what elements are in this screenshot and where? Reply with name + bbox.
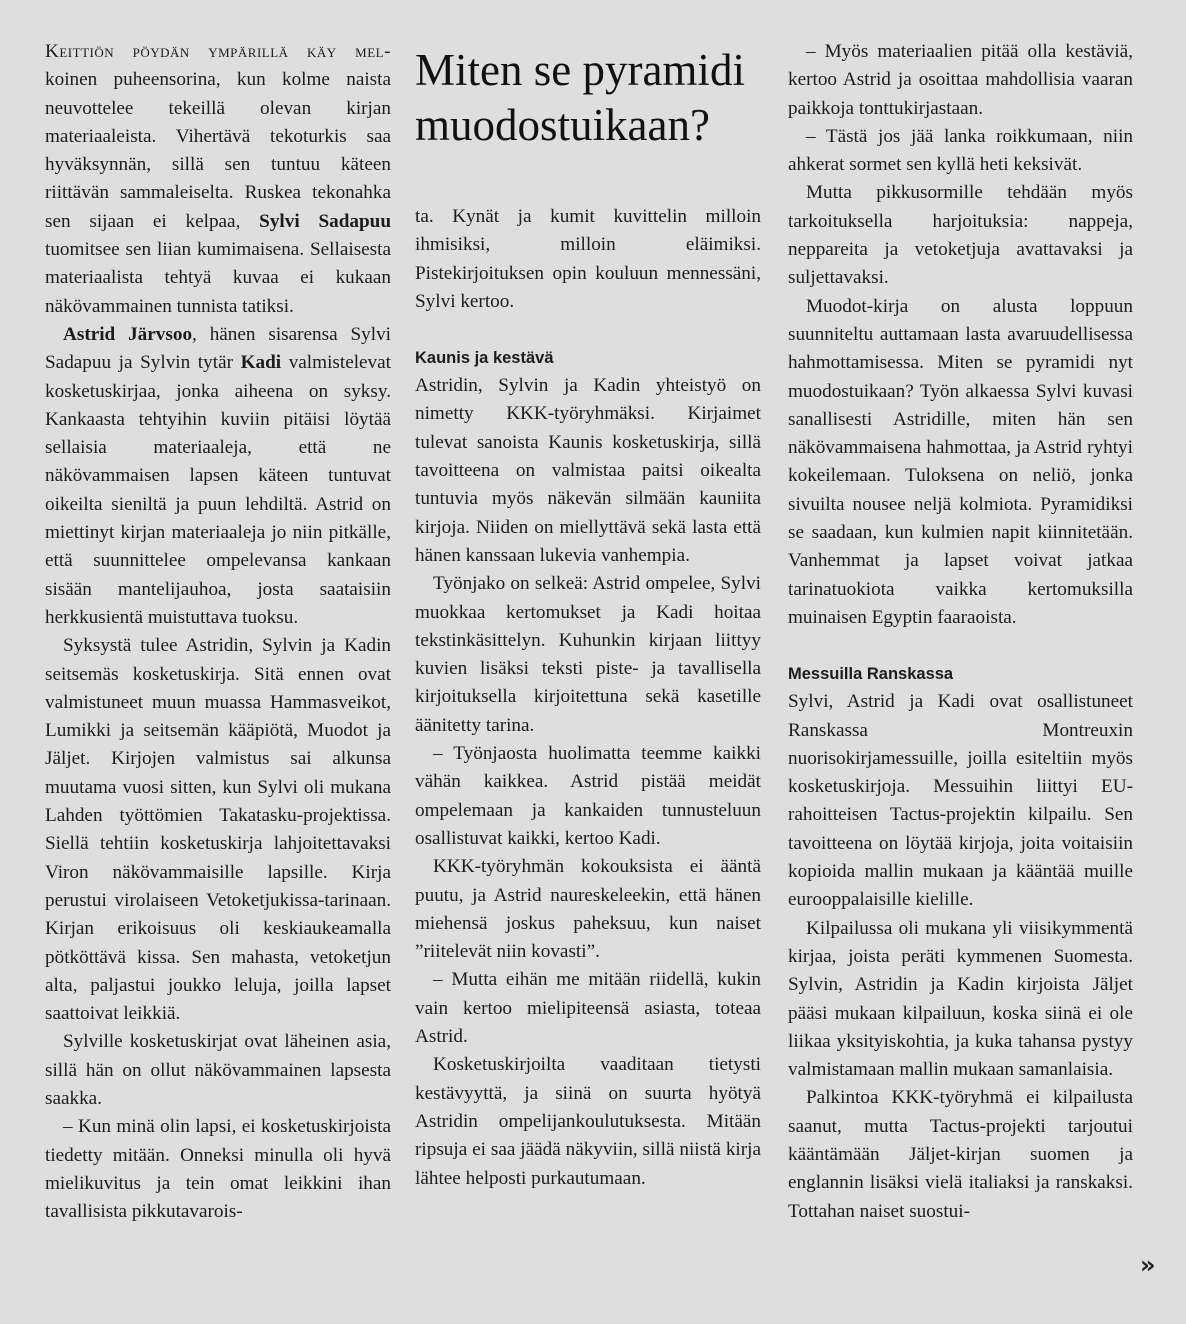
lead-text-end: tuomitsee sen liian kumimaisena. Sellaisesta materiaalista tehtyä kuvaa ei kukaan näkövammainen tunnista tatiksi. xyxy=(45,239,391,317)
paragraph: ta. Kynät ja kumit kuvittelin milloin ihmisiksi, milloin eläimiksi. Pistekirjoituksen opin kouluun mennessäni, Sylvi kertoo. xyxy=(415,206,761,312)
person-name: Kadi xyxy=(240,352,282,374)
paragraph: Astridin, Sylvin ja Kadin yhteistyö on nimetty KKK-työryhmäksi. Kirjaimet tulevat sanoista Kaunis kosketuskirja, sillä tavoitteena on valmistaa paitsi oikealta tuntuvia myös näkevän silmään kauniita kirjoja. Niiden on miellyttävä sekä lasta että hänen kanssaan lukevia vanhempia. xyxy=(415,375,761,566)
paragraph: Palkintoa KKK-työryhmä ei kilpailusta saanut, mutta Tactus-projekti tarjoutui kääntämään Jäljet-kirjan suomen ja englannin lisäksi vielä italiaksi ja ranskaksi. Tottahan naiset suostui- xyxy=(788,1087,1133,1222)
column-3 xyxy=(788,38,1133,1226)
subheading: Kaunis ja kestävä xyxy=(415,349,554,368)
paragraph xyxy=(45,321,391,632)
person-name: Sylvi Sadapuu xyxy=(259,210,391,232)
paragraph: KKK-työryhmän kokouksista ei ääntä puutu, ja Astrid naureskeleekin, että hänen miehensä joskus paheksuu, kun naiset ”riitelevät niin kovasti”. xyxy=(415,856,761,963)
column-1 xyxy=(45,38,391,1226)
paragraph: – Myös materiaalien pitää olla kestäviä, kertoo Astrid ja osoittaa mahdollisia vaaran paikkoja tonttukirjastaan. xyxy=(788,41,1133,119)
paragraph: – Tästä jos jää lanka roikkumaan, niin ahkerat sormet sen kyllä heti keksivät. xyxy=(788,125,1133,176)
paragraph: Työnjako on selkeä: Astrid ompelee, Sylvi muokkaa kertomukset ja Kadi hoitaa tekstinkäsittelyn. Kuhunkin kirjaan liittyy kuvien lisäksi teksti piste- ja tavallisella kirjoituksella kirjoitettuna sekä kasetille äänitetty tarina. xyxy=(415,573,761,736)
column-2 xyxy=(415,38,761,1193)
continue-arrow-icon: » xyxy=(1140,1251,1156,1279)
paragraph-text: valmistelevat kosketuskirjaa, jonka aiheena on syksy. Kankaasta tehtyihin kuviin pitäisi löytää sellaisia materiaaleja, että ne näkövammaisen lapsen käteen tuntuvat oikeilta sieniltä ja puun lehdiltä. Astrid on miettinyt kirjan materiaaleja jo niin pitkälle, että suunnittelee ompelevansa kankaan sisään mantelijauhoa, josta saataisiin herkkusientä muistuttava tuoksu. xyxy=(45,352,391,628)
paragraph: – Kun minä olin lapsi, ei kosketuskirjoista tiedetty mitään. Onneksi minulla oli hyvä mielikuvitus ja tein omat leikkini ihan tavallisista pikkutavarois- xyxy=(45,1116,391,1223)
paragraph: Syksystä tulee Astridin, Sylvin ja Kadin seitsemäs kosketuskirja. Sitä ennen ovat valmistuneet muun muassa Hammasveikot, Lumikki ja seitsemän kääpiötä, Muodot ja Jäljet. Kirjojen valmistus sai alkunsa muutama vuosi sitten, kun Sylvi oli mukana Lahden työttömien Takatasku-projektissa. Siellä tehtiin kosketuskirja lahjoitettavaksi Viron näkövammaisille lapsille. Kirja perustui virolaiseen Vetoketjukissa-tarinaan. Kirjan erikoisuus oli keskiaukeamalla pötköttävä kissa. Sen mahasta, vetoketjun alta, paljastui joukko leluja, joilla lapset saattoivat leikkiä. xyxy=(45,635,391,1025)
article-heading: Miten se pyramidi muodostuikaan? xyxy=(415,45,745,150)
person-name: Astrid Järvsoo xyxy=(63,323,193,345)
subheading: Messuilla Ranskassa xyxy=(788,665,954,684)
paragraph: Muodot-kirja on alusta loppuun suunniteltu auttamaan lasta avaruudellisessa hahmottamisessa. Miten se pyramidi nyt muodostuikaan? Työn alkaessa Sylvi kuvasi sanallisesti Astridille, miten hän sen näkövammaisena hahmottaa, ja Astrid ryhtyi kokeilemaan. Tuloksena on neliö, jonka sivuilta nousee neljä kolmiota. Pyramidiksi se saadaan, kun kulmien napit kiinnitetään. Vanhemmat ja lapset voivat jatkaa tarinatuokiota vaikka kertomuksilla muinaisen Egyptin faaraoista. xyxy=(788,295,1133,628)
paragraph: Kilpailussa oli mukana yli viisikymmentä kirjaa, joista peräti kymmenen Suomesta. Sylvin, Astridin ja Kadin kirjoista Jäljet pääsi mukaan kilpailuun, koska siinä ei ole liikaa yksityiskohtia, ja kuka tahansa pystyy valmistamaan mallin mukaan samanlaisia. xyxy=(788,917,1133,1081)
lead-paragraph xyxy=(45,38,391,321)
lead-smallcaps: Keittiön pöydän ympärillä käy mel- xyxy=(45,41,391,62)
paragraph: – Mutta eihän me mitään riidellä, kukin vain kertoo mielipiteensä asiasta, toteaa Astrid. xyxy=(415,969,761,1048)
paragraph: Sylvi, Astrid ja Kadi ovat osallistuneet Ranskassa Montreuxin nuorisokirjamessuille, joilla esiteltiin myös kosketuskirjoja. Messuihin liittyi EU-rahoitteisen Tactus-projektin kilpailu. Sen tavoitteena on löytää kirjoja, joita voitaisiin kopioida mallin mukaan ja kääntää muille eurooppalaisille kielille. xyxy=(788,691,1133,911)
paragraph: Kosketuskirjoilta vaaditaan tietysti kestävyyttä, ja siinä on suurta hyötyä Astridin ompelijankoulutuksesta. Mitään ripsuja ei saa jäädä näkyviin, sillä niistä kirja lähtee helposti purkautumaan. xyxy=(415,1054,761,1189)
paragraph: – Työnjaosta huolimatta teemme kaikki vähän kaikkea. Astrid pistää meidät ompelemaan ja kankaiden tunnusteluun osallistuvat kaikki, kertoo Kadi. xyxy=(415,743,761,849)
paragraph-text: , hänen sisarensa Sylvi Sadapuu ja Sylvin tytär xyxy=(45,323,391,374)
lead-text: koinen puheensorina, kun kolme naista neuvottelee tekeillä olevan kirjan materiaaleista. Vihertävä tekoturkis saa hyväksynnän, sillä sen tuntuu käteen riittävän sammaleiselta. Ruskea tekonahka sen sijaan ei kelpaa, xyxy=(45,69,391,232)
paragraph: Mutta pikkusormille tehdään myös tarkoituksella harjoituksia: nappeja, neppareita ja vetoketjuja avattavaksi ja suljettavaksi. xyxy=(788,182,1133,289)
paragraph: Sylville kosketuskirjat ovat läheinen asia, sillä hän on ollut näkövammainen lapsesta saakka. xyxy=(45,1031,391,1109)
